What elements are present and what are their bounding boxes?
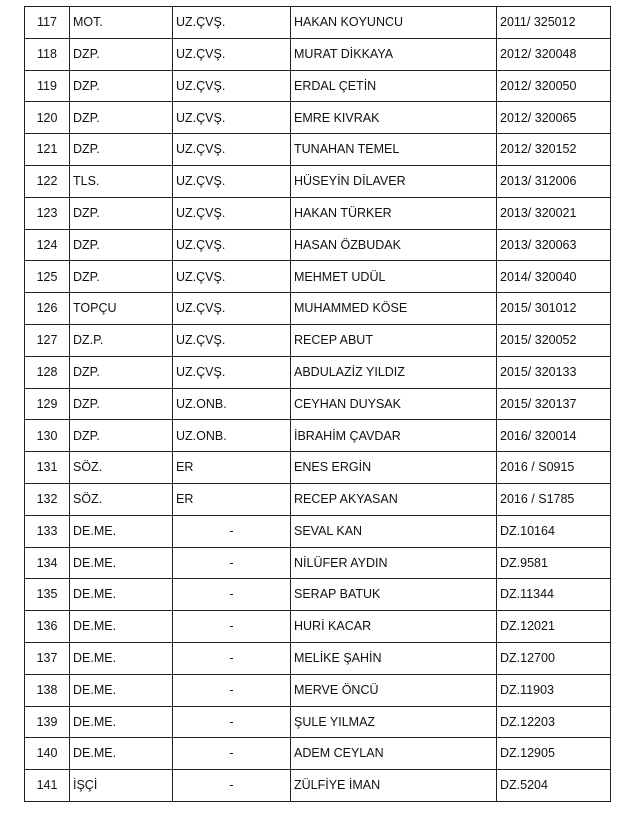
name-cell: HÜSEYİN DİLAVER <box>291 165 497 197</box>
row-number: 132 <box>25 483 70 515</box>
name-cell: HURİ KACAR <box>291 611 497 643</box>
name-cell: MUHAMMED KÖSE <box>291 293 497 325</box>
table-row <box>25 420 611 452</box>
row-number: 121 <box>25 134 70 166</box>
table-row <box>25 261 611 293</box>
registry-number-cell: 2014/ 320040 <box>497 261 611 293</box>
row-number: 129 <box>25 388 70 420</box>
rank-cell: - <box>173 674 291 706</box>
row-number: 120 <box>25 102 70 134</box>
branch-cell: MOT. <box>70 7 173 39</box>
registry-number-cell: DZ.5204 <box>497 770 611 802</box>
rank-cell: - <box>173 611 291 643</box>
registry-number-cell: DZ.12203 <box>497 706 611 738</box>
branch-cell: DZP. <box>70 229 173 261</box>
table-row <box>25 642 611 674</box>
branch-cell: DZP. <box>70 388 173 420</box>
table-row <box>25 324 611 356</box>
name-cell: ABDULAZİZ YILDIZ <box>291 356 497 388</box>
rank-cell: - <box>173 547 291 579</box>
branch-cell: İŞÇİ <box>70 770 173 802</box>
table-row <box>25 579 611 611</box>
rank-cell: UZ.ÇVŞ. <box>173 293 291 325</box>
rank-cell: - <box>173 642 291 674</box>
table-row <box>25 547 611 579</box>
name-cell: HAKAN KOYUNCU <box>291 7 497 39</box>
registry-number-cell: 2012/ 320048 <box>497 38 611 70</box>
registry-number-cell: 2012/ 320065 <box>497 102 611 134</box>
personnel-table <box>24 6 611 802</box>
branch-cell: DZP. <box>70 102 173 134</box>
row-number: 140 <box>25 738 70 770</box>
registry-number-cell: 2016 / S1785 <box>497 483 611 515</box>
name-cell: NİLÜFER AYDIN <box>291 547 497 579</box>
registry-number-cell: 2011/ 325012 <box>497 7 611 39</box>
table-row <box>25 706 611 738</box>
name-cell: ERDAL ÇETİN <box>291 70 497 102</box>
name-cell: ENES ERGİN <box>291 452 497 484</box>
registry-number-cell: 2013/ 312006 <box>497 165 611 197</box>
registry-number-cell: 2015/ 320133 <box>497 356 611 388</box>
branch-cell: DZP. <box>70 197 173 229</box>
branch-cell: DE.ME. <box>70 706 173 738</box>
row-number: 123 <box>25 197 70 229</box>
rank-cell: UZ.ÇVŞ. <box>173 38 291 70</box>
registry-number-cell: 2016/ 320014 <box>497 420 611 452</box>
rank-cell: UZ.ÇVŞ. <box>173 324 291 356</box>
rank-cell: UZ.ÇVŞ. <box>173 7 291 39</box>
name-cell: İBRAHİM ÇAVDAR <box>291 420 497 452</box>
branch-cell: TOPÇU <box>70 293 173 325</box>
table-row <box>25 452 611 484</box>
row-number: 137 <box>25 642 70 674</box>
table-row <box>25 674 611 706</box>
rank-cell: ER <box>173 483 291 515</box>
table-row <box>25 356 611 388</box>
rank-cell: UZ.ONB. <box>173 388 291 420</box>
registry-number-cell: DZ.12700 <box>497 642 611 674</box>
name-cell: HAKAN TÜRKER <box>291 197 497 229</box>
registry-number-cell: 2013/ 320063 <box>497 229 611 261</box>
name-cell: TUNAHAN TEMEL <box>291 134 497 166</box>
rank-cell: UZ.ÇVŞ. <box>173 261 291 293</box>
registry-number-cell: DZ.11903 <box>497 674 611 706</box>
registry-number-cell: 2015/ 320137 <box>497 388 611 420</box>
row-number: 134 <box>25 547 70 579</box>
name-cell: MEHMET UDÜL <box>291 261 497 293</box>
rank-cell: - <box>173 515 291 547</box>
rank-cell: UZ.ÇVŞ. <box>173 102 291 134</box>
registry-number-cell: DZ.11344 <box>497 579 611 611</box>
branch-cell: DZP. <box>70 420 173 452</box>
table-row <box>25 102 611 134</box>
branch-cell: DZP. <box>70 38 173 70</box>
row-number: 139 <box>25 706 70 738</box>
table-row <box>25 483 611 515</box>
table-row <box>25 738 611 770</box>
branch-cell: DE.ME. <box>70 642 173 674</box>
row-number: 133 <box>25 515 70 547</box>
branch-cell: SÖZ. <box>70 483 173 515</box>
name-cell: RECEP AKYASAN <box>291 483 497 515</box>
name-cell: MURAT DİKKAYA <box>291 38 497 70</box>
table-row <box>25 388 611 420</box>
row-number: 127 <box>25 324 70 356</box>
registry-number-cell: 2012/ 320152 <box>497 134 611 166</box>
table-row <box>25 770 611 802</box>
row-number: 131 <box>25 452 70 484</box>
branch-cell: DZP. <box>70 70 173 102</box>
row-number: 128 <box>25 356 70 388</box>
branch-cell: DZP. <box>70 261 173 293</box>
rank-cell: UZ.ÇVŞ. <box>173 229 291 261</box>
rank-cell: - <box>173 738 291 770</box>
rank-cell: - <box>173 770 291 802</box>
registry-number-cell: DZ.10164 <box>497 515 611 547</box>
rank-cell: UZ.ÇVŞ. <box>173 165 291 197</box>
registry-number-cell: DZ.9581 <box>497 547 611 579</box>
name-cell: SEVAL KAN <box>291 515 497 547</box>
registry-number-cell: 2015/ 320052 <box>497 324 611 356</box>
name-cell: CEYHAN DUYSAK <box>291 388 497 420</box>
registry-number-cell: 2013/ 320021 <box>497 197 611 229</box>
row-number: 122 <box>25 165 70 197</box>
name-cell: ADEM CEYLAN <box>291 738 497 770</box>
row-number: 117 <box>25 7 70 39</box>
branch-cell: DZ.P. <box>70 324 173 356</box>
name-cell: SERAP BATUK <box>291 579 497 611</box>
row-number: 125 <box>25 261 70 293</box>
name-cell: RECEP ABUT <box>291 324 497 356</box>
rank-cell: UZ.ÇVŞ. <box>173 356 291 388</box>
rank-cell: ER <box>173 452 291 484</box>
rank-cell: UZ.ÇVŞ. <box>173 134 291 166</box>
branch-cell: DE.ME. <box>70 674 173 706</box>
row-number: 135 <box>25 579 70 611</box>
branch-cell: DE.ME. <box>70 611 173 643</box>
rank-cell: - <box>173 706 291 738</box>
rank-cell: UZ.ÇVŞ. <box>173 197 291 229</box>
table-row <box>25 70 611 102</box>
table-row <box>25 7 611 39</box>
registry-number-cell: 2016 / S0915 <box>497 452 611 484</box>
branch-cell: DE.ME. <box>70 579 173 611</box>
name-cell: MERVE ÖNCÜ <box>291 674 497 706</box>
table-row <box>25 515 611 547</box>
branch-cell: DE.ME. <box>70 738 173 770</box>
branch-cell: SÖZ. <box>70 452 173 484</box>
registry-number-cell: DZ.12021 <box>497 611 611 643</box>
name-cell: MELİKE ŞAHİN <box>291 642 497 674</box>
table-row <box>25 165 611 197</box>
row-number: 130 <box>25 420 70 452</box>
branch-cell: DZP. <box>70 356 173 388</box>
row-number: 118 <box>25 38 70 70</box>
row-number: 138 <box>25 674 70 706</box>
registry-number-cell: 2012/ 320050 <box>497 70 611 102</box>
row-number: 124 <box>25 229 70 261</box>
row-number: 126 <box>25 293 70 325</box>
name-cell: EMRE KIVRAK <box>291 102 497 134</box>
rank-cell: - <box>173 579 291 611</box>
registry-number-cell: 2015/ 301012 <box>497 293 611 325</box>
branch-cell: TLS. <box>70 165 173 197</box>
name-cell: ZÜLFİYE İMAN <box>291 770 497 802</box>
row-number: 119 <box>25 70 70 102</box>
registry-number-cell: DZ.12905 <box>497 738 611 770</box>
table-row <box>25 197 611 229</box>
row-number: 141 <box>25 770 70 802</box>
table-row <box>25 38 611 70</box>
branch-cell: DE.ME. <box>70 515 173 547</box>
name-cell: HASAN ÖZBUDAK <box>291 229 497 261</box>
table-row <box>25 293 611 325</box>
rank-cell: UZ.ONB. <box>173 420 291 452</box>
table-row <box>25 134 611 166</box>
rank-cell: UZ.ÇVŞ. <box>173 70 291 102</box>
branch-cell: DZP. <box>70 134 173 166</box>
name-cell: ŞULE YILMAZ <box>291 706 497 738</box>
table-row <box>25 611 611 643</box>
row-number: 136 <box>25 611 70 643</box>
table-row <box>25 229 611 261</box>
branch-cell: DE.ME. <box>70 547 173 579</box>
